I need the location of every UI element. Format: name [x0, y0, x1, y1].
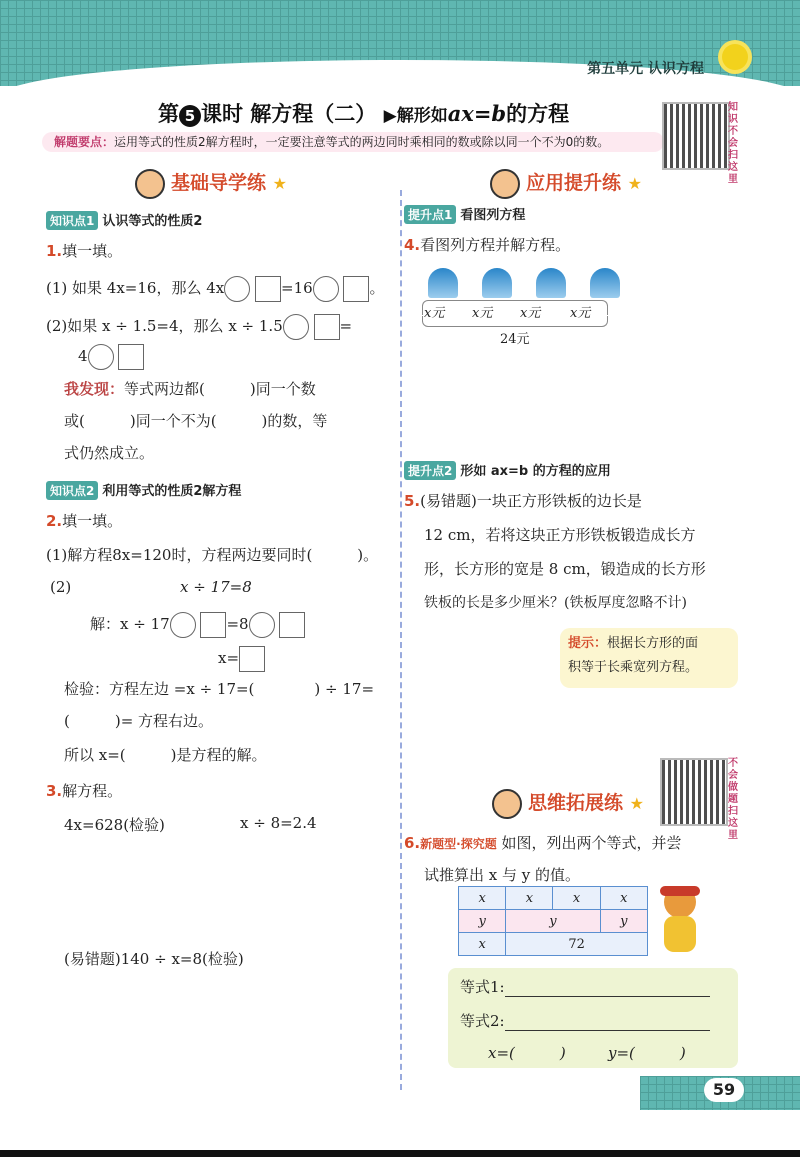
avatar-icon: [135, 169, 165, 199]
y-value[interactable]: y=( ): [608, 1044, 686, 1062]
price-x-4: x元: [570, 306, 591, 321]
q3-a: 4x=628(检验): [64, 816, 165, 834]
q2-1: (1)解方程8x=120时，方程两边要同时( )。: [46, 546, 379, 564]
tip-bar: 解题要点：运用等式的性质2解方程时，一定要注意等式的两边同时乘相同的数或除以同一个不为0的数。: [42, 132, 664, 152]
section-extension: 思维拓展练 ★: [492, 788, 644, 819]
q6-1: 6.新题型·探究题 如图，列出两个等式，并尝: [404, 834, 682, 852]
check-2: ( )= 方程右边。: [64, 712, 214, 730]
xy-diagram: [458, 886, 648, 956]
price-x-2: x元: [472, 306, 493, 321]
q4: 4.看图列方程并解方程。: [404, 236, 571, 254]
sun-icon: [722, 44, 748, 70]
q2: 2.填一填。: [46, 512, 123, 530]
answer-line[interactable]: [505, 996, 710, 997]
price-x-3: x元: [520, 306, 541, 321]
avatar-icon: [492, 789, 522, 819]
q2-2-eq: x ÷ 17=8: [180, 578, 252, 596]
section-applied: 应用提升练 ★: [490, 168, 642, 199]
answer-circle[interactable]: [313, 276, 339, 302]
total-brace: [422, 316, 608, 327]
answer-circle[interactable]: [283, 314, 309, 340]
cell-y: y: [459, 910, 506, 933]
qr-label: 不会做题扫这里: [728, 758, 738, 841]
equation-2: 等式2:: [460, 1010, 710, 1031]
improve-point-1: 提升点1 看图列方程: [404, 204, 525, 224]
shuttlecocks: [428, 268, 644, 302]
discover-1: 我发现：等式两边都( )同一个数: [64, 380, 316, 398]
q2-2-label: (2): [50, 578, 72, 596]
unit-label: 第五单元 认识方程: [587, 61, 704, 77]
qr-code-icon[interactable]: [660, 758, 728, 826]
check-3: 所以 x=( )是方程的解。: [64, 746, 267, 764]
cell-x: x: [553, 887, 600, 910]
equation-1: 等式1:: [460, 976, 710, 997]
knowledge-point-2: 知识点2 利用等式的性质2解方程: [46, 480, 241, 500]
q3-c: (易错题)140 ÷ x=8(检验): [64, 950, 244, 968]
q3-b: x ÷ 8=2.4: [240, 814, 317, 832]
section-basic: 基础导学练 ★: [135, 168, 287, 199]
answer-line[interactable]: [505, 1030, 710, 1031]
q3: 3.解方程。: [46, 782, 123, 800]
shuttlecock-icon: [536, 268, 566, 298]
page-number: 59: [704, 1078, 744, 1102]
q1-1: (1) 如果 4x=16，那么 4x =16 。: [46, 276, 384, 302]
cell-x: x: [459, 887, 506, 910]
answer-circle[interactable]: [170, 612, 196, 638]
cell-x: x: [506, 887, 553, 910]
star-icon: ★: [629, 794, 644, 813]
lesson-number: 5: [179, 105, 201, 127]
q1-2-cont: 4: [78, 344, 144, 370]
discover-3: 式仍然成立。: [64, 444, 155, 462]
q2-2-x: x=: [218, 646, 265, 672]
answer-circle[interactable]: [88, 344, 114, 370]
check-1: 检验：方程左边 =x ÷ 17=( ) ÷ 17=: [64, 680, 375, 698]
q5-2: 12 cm，若将这块正方形铁板锻造成长方: [424, 526, 696, 544]
price-total: 24元: [500, 332, 530, 347]
cell-x: x: [459, 933, 506, 956]
answer-box[interactable]: [239, 646, 265, 672]
shuttlecock-icon: [590, 268, 620, 298]
qr-label: 知识不会扫这里: [728, 102, 738, 185]
q5-3: 形，长方形的宽是 8 cm，锻造成的长方形: [424, 560, 706, 578]
page-title: 第 5 课时 解方程（二） ▶解形如ax=b的方程: [158, 101, 570, 126]
cell-y: y: [506, 910, 600, 933]
q5-1: 5.(易错题)一块正方形铁板的边长是: [404, 492, 642, 510]
cell-y: y: [600, 910, 647, 933]
star-icon: ★: [627, 174, 642, 193]
avatar-icon: [490, 169, 520, 199]
star-icon: ★: [272, 174, 287, 193]
qr-code-icon[interactable]: [662, 102, 730, 170]
q6-2: 试推算出 x 与 y 的值。: [424, 866, 581, 884]
cell-x: x: [600, 887, 647, 910]
improve-point-2: 提升点2 形如 ax=b 的方程的应用: [404, 460, 611, 480]
q2-2-solution: 解：x ÷ 17 =8: [90, 612, 305, 638]
answer-box[interactable]: [279, 612, 305, 638]
q1-2: (2)如果 x ÷ 1.5=4，那么 x ÷ 1.5 =: [46, 314, 352, 340]
answer-box[interactable]: [255, 276, 281, 302]
price-x-1: x元: [424, 306, 445, 321]
bear-illustration: [650, 880, 710, 960]
answer-circle[interactable]: [249, 612, 275, 638]
answer-box[interactable]: [343, 276, 369, 302]
x-value[interactable]: x=( ): [488, 1044, 566, 1062]
q1: 1.填一填。: [46, 242, 123, 260]
knowledge-point-1: 知识点1 认识等式的性质2: [46, 210, 202, 230]
discover-2: 或( )同一个不为( )的数，等: [64, 412, 328, 430]
answer-box[interactable]: [118, 344, 144, 370]
answer-box[interactable]: [200, 612, 226, 638]
shuttlecock-icon: [428, 268, 458, 298]
q5-4: 铁板的长是多少厘米？(铁板厚度忽略不计): [424, 595, 687, 611]
bottom-bar: [0, 1150, 800, 1157]
shuttlecock-icon: [482, 268, 512, 298]
column-divider: [400, 190, 402, 1090]
cell-72: 72: [506, 933, 648, 956]
answer-circle[interactable]: [224, 276, 250, 302]
answer-box[interactable]: [314, 314, 340, 340]
hint-box: 提示：根据长方形的面 积等于长乘宽列方程。: [560, 628, 738, 688]
